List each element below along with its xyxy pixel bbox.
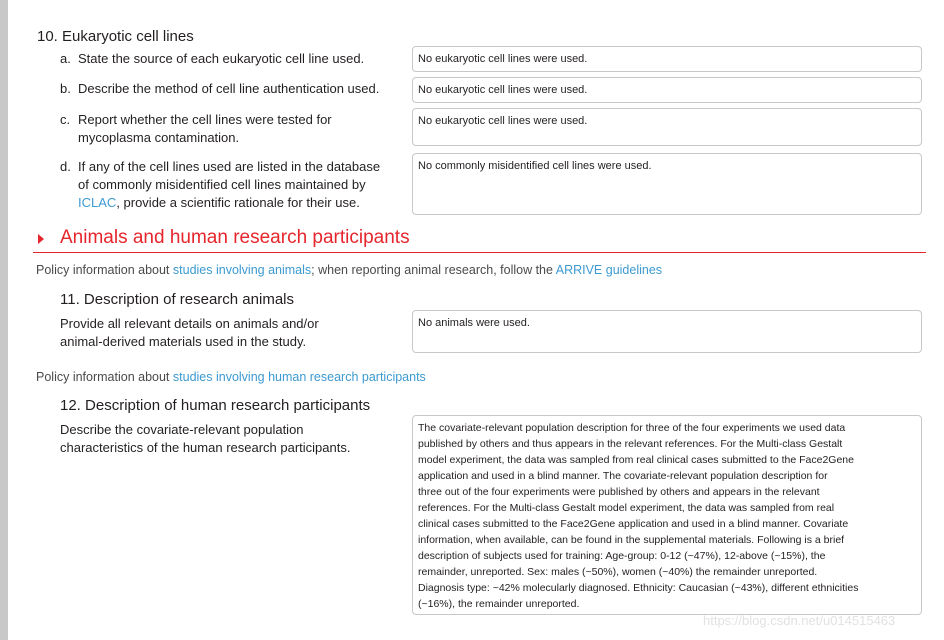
item-10d-text-line3: , provide a scientific rationale for their use.: [116, 195, 360, 210]
answer-12-line: (~16%), the remainder unreported.: [418, 598, 580, 610]
human-policy-line: [36, 370, 426, 384]
item-10b-text: Describe the method of cell line authentication used.: [78, 81, 380, 96]
answer-12-line: Diagnosis type: ~42% molecularly diagnosed. Ethnicity: Caucasian (~43%), different ethnicities: [418, 582, 859, 594]
section-expand-arrow-icon[interactable]: [38, 234, 44, 244]
human-policy-prefix: Policy information about: [36, 370, 173, 384]
item-12-text-line1: Describe the covariate-relevant population: [60, 422, 304, 437]
answer-12-line: published by others and thus appears in the relevant references. For the Multi-class Gestalt: [418, 438, 843, 450]
section-11-title: 11. Description of research animals: [60, 291, 294, 308]
item-10d-text-line1: If any of the cell lines used are listed in the database: [78, 159, 381, 174]
answer-12-line: three out of the four experiments were published by others and appears in the relevant: [418, 486, 820, 498]
item-10b: [60, 80, 405, 97]
section-divider: [33, 252, 926, 253]
item-10a-text: State the source of each eukaryotic cell line used.: [78, 51, 365, 66]
item-11: [60, 315, 405, 351]
animals-human-section-title: Animals and human research participants: [60, 227, 410, 248]
answer-12-line: application and used in a blind manner. The covariate-relevant population description for: [418, 470, 828, 482]
item-10d-label: d.: [60, 159, 71, 174]
policy-prefix-text: Policy information about: [36, 263, 173, 277]
watermark-text: https://blog.csdn.net/u014515463: [703, 613, 896, 628]
answer-12-field[interactable]: [412, 415, 922, 615]
item-10c-text-line2: mycoplasma contamination.: [78, 130, 240, 145]
item-10a: [60, 50, 405, 67]
item-12: [60, 421, 405, 457]
item-11-text-line1: Provide all relevant details on animals and/or: [60, 316, 319, 331]
answer-12-line: references. For the Multi-class Gestalt model experiment, the data was sampled from real: [418, 502, 835, 514]
answer-12-line: description of subjects used for training: Age-group: 0-12 (~47%), 12-above (~15%), the: [418, 550, 826, 562]
answer-12-line: information, when available, can be found in the supplemental materials. Following is a brief: [418, 534, 845, 546]
item-11-text-line2: animal-derived materials used in the study.: [60, 334, 307, 349]
item-10d: [60, 158, 405, 212]
section-10-title: 10. Eukaryotic cell lines: [37, 28, 194, 45]
answer-10d-field[interactable]: No commonly misidentified cell lines were used.: [412, 153, 922, 215]
answer-12-line: remainder, unreported. Sex: males (~50%), women (~40%) the remainder unreported.: [418, 566, 818, 578]
item-10a-label: a.: [60, 51, 71, 66]
answer-12-line: clinical cases submitted to the Face2Gene application and used in a blind manner. Covariate: [418, 518, 849, 530]
studies-involving-animals-link[interactable]: studies involving animals: [172, 263, 312, 277]
answer-12-line: model experiment, the data was sampled from real clinical cases submitted to the Face2Gene: [418, 454, 854, 466]
item-10b-label: b.: [60, 81, 71, 96]
section-12-title: 12. Description of human research participants: [60, 397, 371, 414]
item-10c-text-line1: Report whether the cell lines were tested for: [78, 112, 332, 127]
item-10d-text-line2: of commonly misidentified cell lines maintained by: [78, 177, 366, 192]
answer-10a-field[interactable]: No eukaryotic cell lines were used.: [412, 46, 922, 72]
answer-11-field[interactable]: No animals were used.: [412, 310, 922, 353]
iclac-link[interactable]: ICLAC: [78, 195, 117, 210]
item-10c-label: c.: [60, 112, 71, 127]
answer-10b-field[interactable]: No eukaryotic cell lines were used.: [412, 77, 922, 103]
answer-12-line: The covariate-relevant population description for three of the four experiments we used data: [418, 422, 846, 434]
item-12-text-line2: characteristics of the human research participants.: [60, 440, 351, 455]
policy-mid-text: ; when reporting animal research, follow the: [311, 263, 556, 277]
item-10c: [60, 111, 405, 147]
studies-involving-human-participants-link[interactable]: studies involving human research participants: [172, 370, 426, 384]
answer-10c-field[interactable]: No eukaryotic cell lines were used.: [412, 108, 922, 146]
arrive-guidelines-link[interactable]: ARRIVE guidelines: [555, 263, 663, 277]
animals-policy-line: [36, 263, 662, 277]
